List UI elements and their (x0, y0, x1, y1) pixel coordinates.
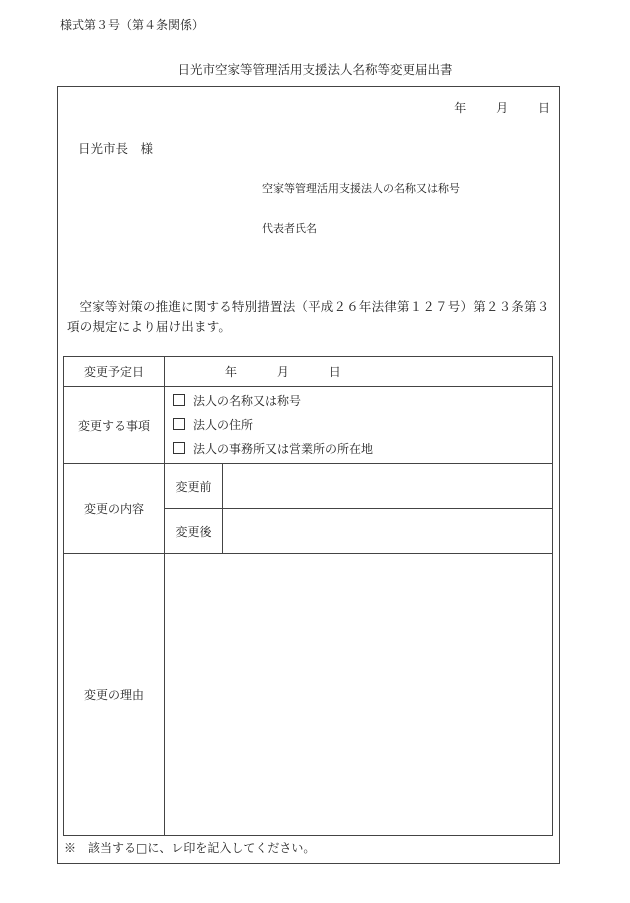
date-month: 月 (496, 101, 509, 115)
matter-option-office[interactable] (165, 437, 552, 461)
matter-option-label: 法人の住所 (193, 418, 254, 432)
date-day: 日 (537, 101, 550, 115)
checkbox-icon[interactable] (173, 394, 185, 406)
content-label: 変更の内容 (64, 464, 165, 554)
change-detail-table (63, 356, 553, 836)
form-number: 様式第３号（第４条関係） (60, 18, 205, 32)
footnote: ※ 該当する□に、レ印を記入してください。 (64, 841, 316, 855)
matter-option-name[interactable] (165, 389, 552, 413)
representative-name-label: 代表者氏名 (262, 222, 317, 235)
change-date-month: 月 (276, 365, 289, 379)
change-date-day: 日 (328, 365, 341, 379)
change-date-field[interactable] (165, 357, 553, 387)
after-field[interactable] (223, 509, 553, 554)
date-year: 年 (454, 101, 467, 115)
matter-option-label: 法人の名称又は称号 (193, 394, 302, 408)
corp-name-label: 空家等管理活用支援法人の名称又は称号 (262, 182, 460, 195)
document-title: 日光市空家等管理活用支援法人名称等変更届出書 (177, 62, 453, 77)
addressee: 日光市長 様 (78, 141, 154, 156)
matters-options (165, 387, 553, 464)
matter-option-label: 法人の事務所又は営業所の所在地 (193, 442, 374, 456)
submission-date (440, 99, 550, 116)
reason-field[interactable] (165, 554, 553, 836)
checkbox-icon[interactable] (173, 418, 185, 430)
body-text: 空家等対策の推進に関する特別措置法（平成２６年法律第１２７号）第２３条第３項の規定により届け出ます。 (67, 299, 550, 334)
change-date-year: 年 (225, 365, 238, 379)
before-label: 変更前 (165, 464, 223, 509)
change-date-label: 変更予定日 (64, 357, 165, 387)
matters-label: 変更する事項 (64, 387, 165, 464)
matter-option-address[interactable] (165, 413, 552, 437)
after-label: 変更後 (165, 509, 223, 554)
reason-label: 変更の理由 (64, 554, 165, 836)
before-field[interactable] (223, 464, 553, 509)
checkbox-icon[interactable] (173, 442, 185, 454)
